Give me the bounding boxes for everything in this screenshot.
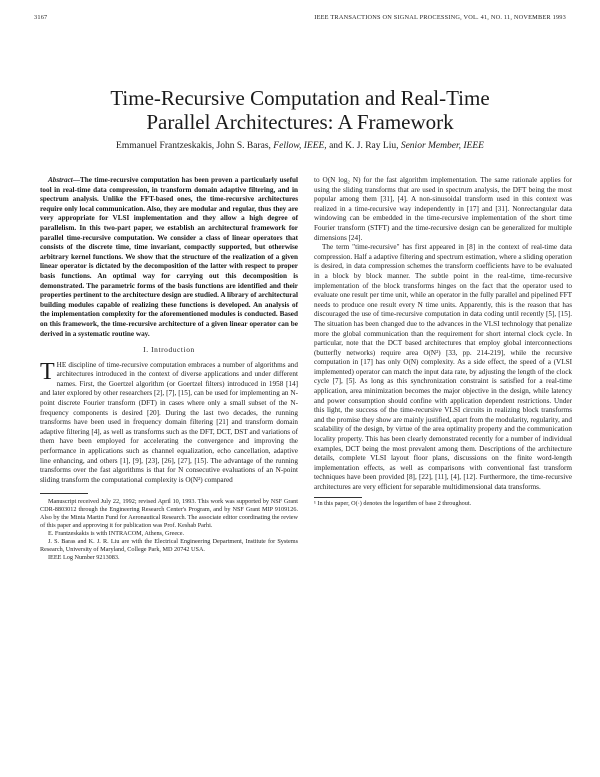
right-paragraph-2: The term "time-recursive" has first appeared in [8] in the context of real-time data compression. Half a adaptive filtering and spectrum estimation, where a sliding operation is desired, in data compression schemes the transform coefficients have to be evaluated in a block by block manner. The subtle point in the real-time, time-recursive implementation of the block transforms hinges on the fact that the operator used to evaluate one result per time unit, while an operator in the fully parallel and pipelined FFT needs to produce one result every N time units. Apparently, this is the reason that has discouraged the use of time-recursive computation in data coding until recently [5], [15]. The situation has been changed due to the advances in the VLSI technology that penalize more the global communication than the requirement for short internal clock cycle. In particular, note that the DCT based architectures that employ global interconnections (butterfly networks) require area O(N²) [33, pp. 214-219], while the recursive computation in [17] has only O(N) complexity. As a side effect, the speed of a (VLSI implemented) operator can match the input data rate, by adjusting the length of the clock cycle [7], [5]. As long as this synchronization constraint is satisfied for a real-time application, area minimization becomes the major objective in the design, while latency and power consumption should confine with application dependent restrictions. Under this light, the success of the time-recursive VLSI circuits in realizing block transforms and the promise they show are mainly justified, apart from the modularity, regularity, and scalability of the design, by virtue of the area optimality property and the communication locality property. This has been clearly demonstrated recently for a number of individual examples, DCT being the most prevalent among them. Descriptions of the architecture details, complete VLSI layout floor plans, discussions on the finite word-length implementation effects, as well as comparisons with conventional fast transform techniques have been provided [8], [22], [11], [4], [12]. Furthermore, the time-recursive architectures are very efficient for separable multidimensional data transforms.: [314, 243, 572, 491]
title-line-1: Time-Recursive Computation and Real-Time: [110, 86, 490, 110]
author-names: Emmanuel Frantzeskakis, John S. Baras,: [116, 141, 271, 151]
right-footnote-rule: [314, 497, 362, 498]
author-affiliation-2: Senior Member, IEEE: [400, 141, 484, 151]
author-and: and K. J. Ray Liu,: [329, 141, 399, 151]
right-column: [314, 176, 572, 508]
right-footnote: ¹ In this paper, O(·) denotes the logarithm of base 2 throughout.: [314, 499, 472, 507]
paper-title: [0, 86, 600, 134]
footnote-author-2: J. S. Baras and K. J. R. Liu are with the Electrical Engineering Department, Institute for Systems Research, University of Maryland, College Park, MD 20742 USA.: [40, 538, 298, 554]
section-heading: I. Introduction: [143, 345, 195, 355]
footnote-rule: [40, 493, 88, 494]
footnote-manuscript: Manuscript received July 22, 1992; revised April 10, 1993. This work was supported by NSF Grant CDR-8803012 through the Engineering Research Center's Program, and by NSF Grant MIP 9109126. Also by the Minta Martin Fund for Aeronautical Research. The associate editor coordinating the review of this paper and approving it for publication was Prof. Keshab Parhi.: [40, 498, 298, 530]
title-line-2: Parallel Architectures: A Framework: [146, 110, 454, 134]
author-affiliation-1: Fellow, IEEE,: [273, 141, 327, 151]
journal-header: IEEE TRANSACTIONS ON SIGNAL PROCESSING, VOL. 41, NO. 11, NOVEMBER 1993: [314, 14, 566, 21]
page-number: 3167: [34, 14, 48, 21]
footnote-ieee-log: IEEE Log Number 9213083.: [48, 554, 120, 562]
drop-cap: T: [40, 358, 55, 385]
running-head: [34, 14, 566, 21]
abstract: [40, 176, 298, 339]
right-paragraph-1: to O(N log₂ N) for the fast algorithm implementation. The same rationale applies for using the sliding transforms that are used in spectrum analysis, the DFT being the most popular among them [31], [4]. A non-sinusoidal transform used in this context was realized in a time-recursive way independently in [17] and [31]. Nonrectangular data windowing can be embedded in the time-recursive implementation of the short time Fourier transform (STFT) and the time-recursive design can be generalized for multiple dimensions [24].: [314, 176, 572, 242]
abstract-text: —The time-recursive computation has been proven a particularly useful tool in real-time data compression, in transform domain adaptive filtering, and in spectrum analysis. Unlike the FFT-based ones, the time-recursive architectures require only local communication. Also, they are modular and regular, thus they are very appropriate for VLSI implementation and they allow a high degree of parallelism. In this two-part paper, we establish an architectural framework for parallel time-recursive computation. We consider a class of linear operators that consists of the discrete time, time invariant, compactly supported, but otherwise arbitrary kernel functions. We show that the structure of the realization of a given linear operator is dictated by the decomposition of the latter with respect to proper basis functions. An optimal way for carrying out this decomposition is demonstrated. The parametric forms of the basis functions are identified and their properties pertinent to the architecture design are studied. A library of architectural building modules capable of realizing these functions is developed. An analysis of the implementation complexity for the aforementioned modules is conducted. Based on this framework, the time-recursive architecture of a given linear operator can be derived in a systematic routine way.: [40, 176, 298, 338]
abstract-label: Abstract: [48, 176, 73, 184]
left-column: [40, 176, 298, 562]
footnote-author-1: E. Frantzeskakis is with INTRACOM, Athens, Greece.: [48, 530, 185, 538]
intro-text: HE discipline of time-recursive computation embraces a number of algorithms and architectures introduced in the context of diverse applications and under different names. First, the Goertzel algorithm (or Goertzel filters) introduced in 1958 [14] and later explored by other researchers [2], [7], [15], can be used for implementing an N-point discrete Fourier transform (DFT) in cases where only a small subset of the N-frequency components is desired [20]. During the last two decades, the running transforms have been used in frequency domain filtering [21] and transform domain adaptive filtering [4], as well as transforms such as the DFT, DCT, DST and variations of them have been employed for accelerating the convergence and improving the performance in applications such as channel equalization, echo cancellation, adaptive line enhancing, and others [1], [9], [23], [26], [27], [15]. The advantage of the running transforms over the fast algorithms is that for N consecutive evaluations of an N-point sliding transform the computational complexity is O(N²) compared: [40, 360, 298, 484]
author-line: [0, 140, 600, 152]
intro-paragraph: [40, 358, 298, 486]
